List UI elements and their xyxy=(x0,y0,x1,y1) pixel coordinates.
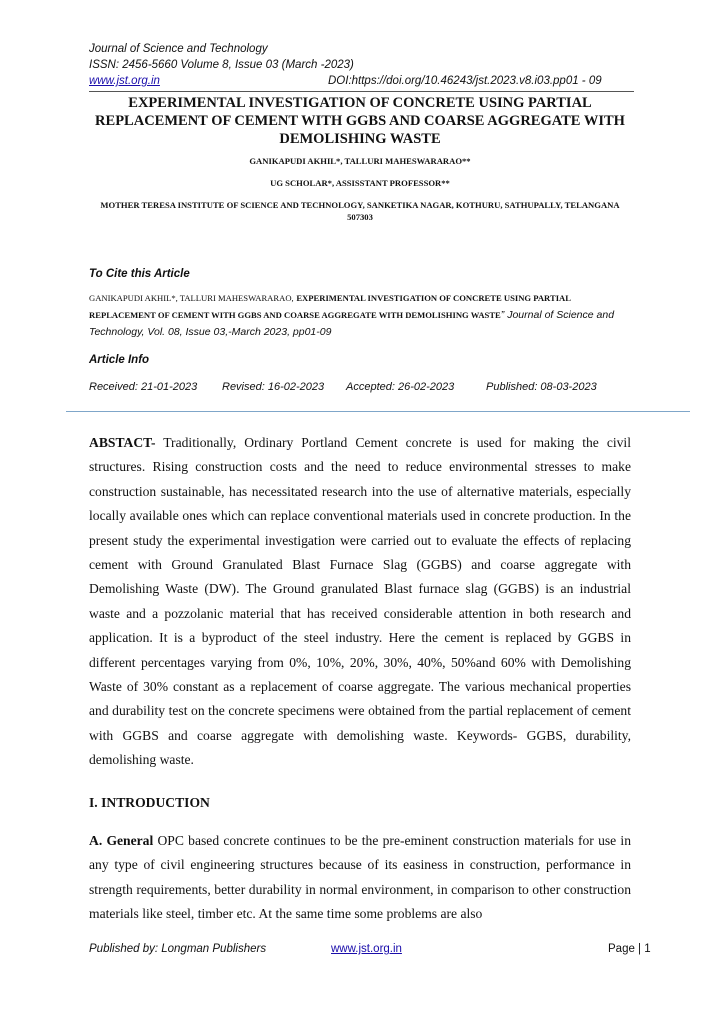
author-roles: UG SCHOLAR*, ASSISSTANT PROFESSOR** xyxy=(270,178,450,188)
subsection-label: A. General xyxy=(89,833,154,848)
introduction-text: OPC based concrete continues to be the pre-eminent construction materials for use in any type of civil engineering structures because of its easiness in construction, performance in strength requirements, better durability in normal environment, in comparison to other construction materials like steel, timber etc. At the same time some problems are also xyxy=(89,833,631,922)
article-info-divider xyxy=(66,411,690,412)
citation-text xyxy=(89,290,634,341)
introduction-paragraph xyxy=(89,829,631,927)
doi-line: DOI:https://doi.org/10.46243/jst.2023.v8.i03.pp01 - 09 xyxy=(328,75,602,87)
paper-title-line-2: REPLACEMENT OF CEMENT WITH GGBS AND COARSE AGGREGATE WITH xyxy=(95,113,625,129)
citation-authors: GANIKAPUDI AKHIL*, TALLURI MAHESWARARAO, xyxy=(89,293,294,303)
accepted-date: Accepted: 26-02-2023 xyxy=(346,381,455,393)
footer-publisher: Published by: Longman Publishers xyxy=(89,943,267,955)
page-number: Page | 1 xyxy=(608,943,651,955)
abstract-label: ABSTACT- xyxy=(89,435,156,450)
abstract-text: Traditionally, Ordinary Portland Cement concrete is used for making the civil structures. Rising construction costs and the need to reduce environmental stresses to make construction sustainable, has necessitated research into the use of alternative materials, especially locally available ones which can replace conventional materials used in concrete production. In the present study the experimental investigation were carried out to evaluate the effects of replacing cement with Ground Granulated Blast Furnace Slag (GGBS) and coarse aggregate with Demolishing Waste (DW). The Ground granulated Blast furnace slag (GGBS) is an industrial waste and a pozzolanic material that has received considerable attention in both research and application. It is a byproduct of the steel industry. Here the cement is replaced by GGBS in different percentages varying from 0%, 10%, 20%, 30%, 40%, 50%and 60% with Demolishing Waste of 30% constant as a replacement of coarse aggregate. The various mechanical properties and durability test on the concrete specimens were obtained from the partial replacement of cement with GGBS and coarse aggregate with demolishing waste. Keywords- GGBS, durability, demolishing waste. xyxy=(89,435,631,768)
paper-title-line-3: DEMOLISHING WASTE xyxy=(279,131,441,147)
abstract-paragraph xyxy=(89,431,631,773)
received-date: Received: 21-01-2023 xyxy=(89,381,198,393)
citation-journal: Journal of Science and Technology, Vol. 08, Issue 03,-March 2023, pp01-09 xyxy=(89,309,615,338)
authors: GANIKAPUDI AKHIL*, TALLURI MAHESWARARAO** xyxy=(249,156,471,166)
published-date: Published: 08-03-2023 xyxy=(486,381,597,393)
revised-date: Revised: 16-02-2023 xyxy=(222,381,325,393)
affiliation: MOTHER TERESA INSTITUTE OF SCIENCE AND TECHNOLOGY, SANKETIKA NAGAR, KOTHURU, SATHUPALLY, TELANGANA 507303 xyxy=(100,200,620,222)
cite-heading: To Cite this Article xyxy=(89,268,190,280)
footer-website-link[interactable]: www.jst.org.in xyxy=(331,943,402,955)
journal-name: Journal of Science and Technology xyxy=(89,43,268,55)
introduction-heading: I. INTRODUCTION xyxy=(89,795,210,810)
paper-title-line-1: EXPERIMENTAL INVESTIGATION OF CONCRETE USING PARTIAL xyxy=(128,95,592,111)
citation-quote-mark: ” xyxy=(500,309,505,321)
issn-line: ISSN: 2456-5660 Volume 8, Issue 03 (March -2023) xyxy=(89,59,354,71)
citation-title: EXPERIMENTAL INVESTIGATION OF CONCRETE USING PARTIAL REPLACEMENT OF CEMENT WITH GGBS AND COARSE AGGREGATE WITH DEMOLISHING WASTE xyxy=(89,293,571,320)
journal-website-link[interactable]: www.jst.org.in xyxy=(89,75,160,87)
header-divider xyxy=(89,91,634,92)
article-info-heading: Article Info xyxy=(89,354,150,366)
